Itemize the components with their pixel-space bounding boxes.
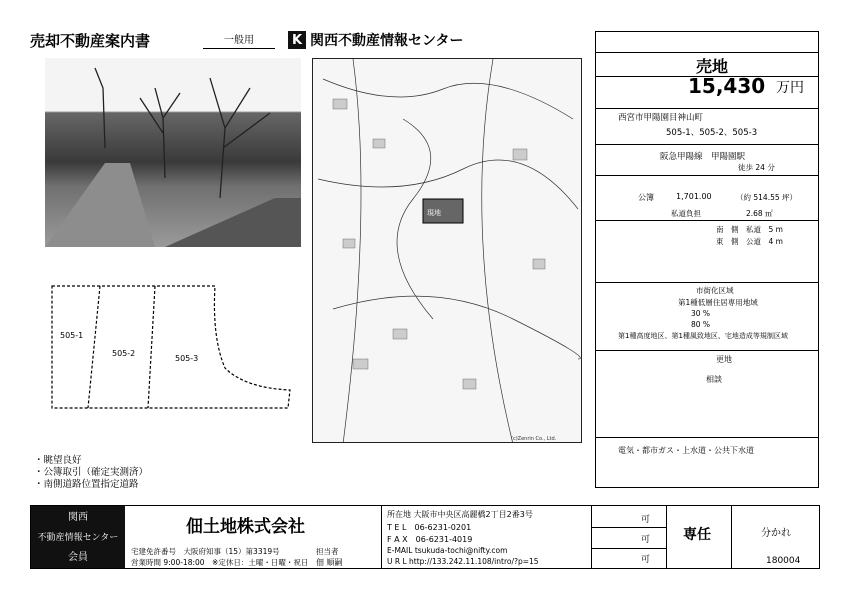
document-number: 180004 [766, 556, 801, 566]
business-hours: 営業時間 9:00-18:00 ※定休日：土曜・日曜・祝日 [131, 558, 309, 567]
note-item: ・公簿取引（確定実測済） [34, 467, 149, 478]
location-address: 西宮市甲陽園目神山町 [618, 113, 704, 123]
property-photo [45, 58, 301, 247]
current-status: 更地 [716, 355, 732, 364]
road-row: 東 側 公道 4 m [716, 237, 783, 246]
area-label: 公簿 [638, 193, 654, 202]
walk-minutes: 徒歩 24 分 [738, 163, 775, 172]
office-address: 所在地 大阪市中央区高麗橋2丁目2番3号 [387, 510, 533, 519]
license-number: 宅建免許番号 大阪府知事（15）第3319号 [131, 547, 280, 556]
note-item: ・眺望良好 [34, 455, 82, 466]
lot-plan-drawing [40, 278, 300, 413]
restriction-text: 第1種高度地区、第1種風致地区、宅地造成等規制区域 [618, 332, 788, 340]
price-unit: 万円 [776, 80, 804, 96]
broker-contract-type: 専任 [683, 527, 711, 543]
permission-value: 可 [641, 535, 651, 545]
price-value: 15,430 [688, 74, 766, 98]
floor-area-ratio: 80 % [691, 320, 711, 329]
line-station: 阪急甲陽線 甲陽園駅 [660, 152, 746, 162]
association-header [288, 30, 463, 50]
property-type: 売地 [696, 57, 729, 76]
permission-value: 可 [641, 555, 651, 565]
area-tsubo: （約 514.55 坪） [736, 193, 798, 202]
zoning: 第1種低層住居専用地域 [678, 298, 758, 307]
map-target-label: 現地 [427, 209, 441, 217]
rep-label: 担当者 [316, 547, 339, 556]
notes-list [34, 455, 148, 491]
association-name: 関西不動産情報センター [310, 33, 464, 49]
area-sqm: 1,701.00 [676, 192, 712, 201]
association-badge: 関西 不動産情報センター 会員 [31, 506, 125, 568]
company-name: 佃土地株式会社 [186, 517, 305, 537]
office-tel: T E L 06-6231-0201 [387, 523, 472, 532]
footer-broker-block [30, 505, 820, 569]
document-tag: 一般用 [203, 33, 275, 49]
permission-value: 可 [641, 515, 651, 525]
utilities: 電気・都市ガス・上水道・公共下水道 [618, 446, 754, 455]
lot-label-2: 505-2 [112, 349, 136, 358]
rep-name: 佃 順嗣 [316, 558, 343, 567]
lot-numbers: 505-1、505-2、505-3 [666, 128, 758, 138]
k-logo-icon: K [288, 31, 306, 49]
commission-terms: 分かれ [761, 528, 791, 539]
area-class: 市街化区域 [696, 286, 734, 295]
private-road-value: 2.68 ㎡ [746, 209, 773, 218]
private-road-label: 私道負担 [671, 209, 701, 218]
map-credit: (c)Zenrin Co., Ltd. [511, 436, 557, 442]
lot-label-1: 505-1 [60, 331, 84, 340]
road-row: 南 側 私道 5 m [716, 225, 783, 234]
delivery-terms: 相談 [706, 375, 722, 384]
lot-label-3: 505-3 [175, 354, 199, 363]
location-map [312, 58, 582, 443]
page-title: 売却不動産案内書 [30, 32, 151, 50]
note-item: ・南側道路位置指定道路 [34, 479, 139, 490]
property-info-panel [595, 31, 819, 488]
office-fax: F A X 06-6231-4019 [387, 535, 473, 544]
office-email[interactable]: E-MAIL tsukuda-tochi@nifty.com [387, 546, 508, 555]
office-url[interactable]: U R L http://133.242.11.108/intro/?p=15 [387, 557, 539, 566]
coverage-ratio: 30 % [691, 309, 711, 318]
